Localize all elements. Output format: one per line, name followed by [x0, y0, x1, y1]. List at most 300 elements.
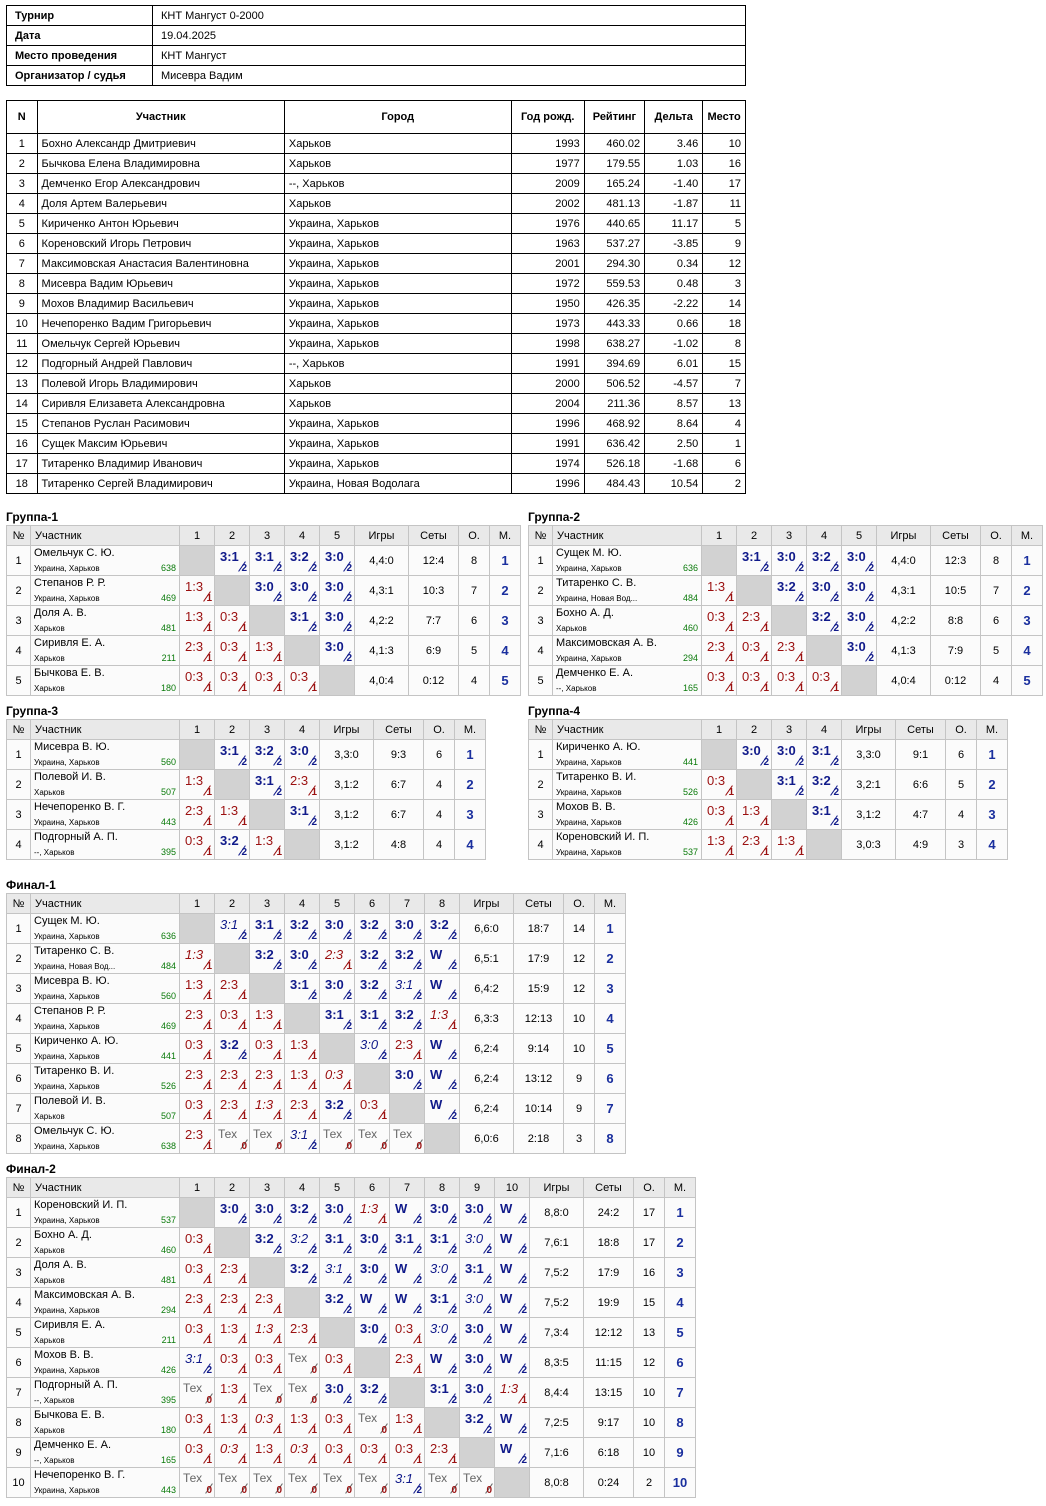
match-score: W	[430, 1097, 443, 1112]
row-number: 2	[7, 1228, 31, 1258]
match-score: 0:3	[360, 1441, 379, 1456]
player-city: Украина, Харьков	[34, 1142, 100, 1151]
player-cell	[31, 1228, 180, 1258]
player-cell	[31, 1198, 180, 1228]
match-points: 2	[416, 1305, 422, 1316]
match-result-cell	[215, 1408, 250, 1438]
match-score: 3:0	[465, 1381, 484, 1396]
match-points: 2	[311, 817, 317, 828]
match-points: 2	[276, 563, 282, 574]
match-score: 0:3	[360, 1097, 379, 1112]
row-number: 6	[7, 1064, 31, 1094]
match-result-cell	[390, 1228, 425, 1258]
col-points-header: О.	[946, 720, 977, 740]
col-no-header: №	[529, 720, 553, 740]
place-cell: 4	[490, 636, 521, 666]
group-2-title: Группа-2	[528, 510, 581, 524]
place-cell: 8	[665, 1408, 696, 1438]
participant-cell: 2009	[511, 174, 584, 194]
match-score: 3:0	[220, 1201, 239, 1216]
place-cell: 7	[665, 1378, 696, 1408]
col-points-header: О.	[424, 720, 455, 740]
match-result-cell	[250, 1034, 285, 1064]
participant-cell: Украина, Харьков	[284, 414, 511, 434]
participant-row	[7, 354, 746, 374]
player-city: Украина, Харьков	[34, 594, 100, 603]
match-result-cell	[250, 1064, 285, 1094]
match-points: 0	[416, 1141, 422, 1152]
match-result-cell	[320, 1288, 355, 1318]
place-cell: 7	[595, 1094, 626, 1124]
diagonal-cell	[320, 1034, 355, 1064]
col-no-header: №	[529, 526, 553, 546]
participant-cell: 2002	[511, 194, 584, 214]
info-label: Дата	[7, 26, 153, 46]
participant-cell: Кириченко Антон Юрьевич	[37, 214, 284, 234]
participant-cell: 15	[703, 354, 746, 374]
match-result-cell	[285, 1124, 320, 1154]
match-points: 1	[241, 683, 247, 694]
row-number: 7	[7, 1094, 31, 1124]
match-result-cell	[495, 1378, 530, 1408]
games-cell: 6,5:1	[460, 944, 514, 974]
match-score: Тех	[183, 1381, 203, 1395]
match-points: 2	[311, 623, 317, 634]
match-score: 2:3	[395, 1351, 414, 1366]
diagonal-cell	[215, 576, 250, 606]
match-points: 2	[346, 1021, 352, 1032]
match-score: 0:3	[325, 1411, 344, 1426]
match-score: 3:2	[325, 1291, 344, 1306]
player-name: Бычкова Е. В.	[34, 667, 105, 679]
match-result-cell	[390, 1004, 425, 1034]
match-result-cell	[250, 1124, 285, 1154]
player-name: Омельчук С. Ю.	[34, 547, 115, 559]
sets-cell: 12:3	[931, 546, 981, 576]
row-number: 4	[7, 1004, 31, 1034]
participants-header: N	[7, 101, 38, 134]
diagonal-cell	[215, 944, 250, 974]
match-points: 2	[381, 1021, 387, 1032]
match-score: 3:0	[325, 977, 344, 992]
match-score: W	[500, 1291, 513, 1306]
match-score: 3:1	[220, 917, 239, 932]
player-rating: 211	[161, 653, 176, 663]
match-score: 2:3	[220, 1291, 239, 1306]
match-points: 1	[311, 1111, 317, 1122]
standing-row	[7, 1468, 696, 1498]
match-result-cell	[215, 1288, 250, 1318]
info-value: 19.04.2025	[153, 26, 746, 46]
participant-row	[7, 174, 746, 194]
place-cell: 4	[977, 830, 1008, 860]
sets-cell: 12:13	[514, 1004, 564, 1034]
match-result-cell	[702, 636, 737, 666]
info-label: Место проведения	[7, 46, 153, 66]
participant-cell: Кореновский Игорь Петрович	[37, 234, 284, 254]
diagonal-cell	[460, 1438, 495, 1468]
match-score: 0:3	[707, 803, 726, 818]
match-score: 1:3	[220, 1411, 239, 1426]
standing-row	[7, 1004, 626, 1034]
participant-cell: 4	[703, 414, 746, 434]
match-result-cell	[425, 1198, 460, 1228]
match-result-cell	[425, 974, 460, 1004]
participant-row	[7, 234, 746, 254]
participant-cell: 2.50	[645, 434, 703, 454]
match-points: 1	[241, 1305, 247, 1316]
match-points: 2	[486, 1425, 492, 1436]
participant-cell: 15	[7, 414, 38, 434]
match-score: Тех	[428, 1471, 448, 1485]
points-cell: 10	[634, 1438, 665, 1468]
match-result-cell	[390, 1468, 425, 1498]
match-score: 3:1	[742, 549, 761, 564]
match-result-cell	[425, 944, 460, 974]
player-cell	[31, 1094, 180, 1124]
place-cell: 2	[490, 576, 521, 606]
match-points: 2	[311, 961, 317, 972]
match-points: 2	[416, 1021, 422, 1032]
match-score: 3:1	[255, 917, 274, 932]
match-score: 1:3	[185, 773, 204, 788]
match-score: 0:3	[185, 1037, 204, 1052]
match-score: 3:0	[325, 609, 344, 624]
match-score: Тех	[323, 1471, 343, 1485]
final-2-table	[6, 1177, 696, 1498]
standing-row	[7, 1094, 626, 1124]
participant-cell: Доля Артем Валерьевич	[37, 194, 284, 214]
col-player-header: Участник	[31, 1178, 180, 1198]
match-score: 3:1	[325, 1007, 344, 1022]
match-points: 1	[728, 817, 734, 828]
match-score: 0:3	[185, 833, 204, 848]
match-result-cell	[180, 1348, 215, 1378]
match-result-cell	[737, 740, 772, 770]
match-points: 1	[798, 683, 804, 694]
match-points: 2	[381, 1275, 387, 1286]
match-score: 0:3	[707, 669, 726, 684]
points-cell: 12	[564, 974, 595, 1004]
player-cell	[31, 974, 180, 1004]
match-score: 1:3	[707, 833, 726, 848]
match-result-cell	[180, 1318, 215, 1348]
match-score: 3:1	[255, 549, 274, 564]
match-result-cell	[425, 1004, 460, 1034]
match-points: 2	[346, 653, 352, 664]
participant-row	[7, 214, 746, 234]
participant-cell: 2001	[511, 254, 584, 274]
sets-cell: 0:12	[409, 666, 459, 696]
match-score: 3:0	[290, 579, 309, 594]
standing-row	[529, 576, 1043, 606]
match-points: 2	[521, 1335, 527, 1346]
match-score: W	[430, 977, 443, 992]
match-points: 2	[311, 991, 317, 1002]
col-opponent-header: 3	[250, 720, 285, 740]
match-result-cell	[355, 1408, 390, 1438]
points-cell: 4	[946, 800, 977, 830]
match-points: 1	[311, 1455, 317, 1466]
match-score: 3:0	[847, 579, 866, 594]
match-points: 1	[728, 683, 734, 694]
match-score: 0:3	[220, 669, 239, 684]
match-points: 2	[798, 787, 804, 798]
player-rating: 180	[160, 683, 176, 693]
match-score: W	[500, 1411, 513, 1426]
match-result-cell	[460, 1378, 495, 1408]
match-result-cell	[215, 800, 250, 830]
participant-cell: 0.34	[645, 254, 703, 274]
match-points: 2	[241, 563, 247, 574]
participant-cell: 0.48	[645, 274, 703, 294]
match-score: 3:0	[847, 549, 866, 564]
games-cell: 4,1:3	[355, 636, 409, 666]
match-points: 1	[241, 1425, 247, 1436]
match-points: 1	[276, 1051, 282, 1062]
match-score: 2:3	[430, 1441, 449, 1456]
standing-row	[7, 800, 486, 830]
match-points: 2	[416, 991, 422, 1002]
match-result-cell	[180, 1258, 215, 1288]
match-result-cell	[285, 974, 320, 1004]
col-opponent-header: 1	[702, 720, 737, 740]
match-result-cell	[320, 1348, 355, 1378]
match-result-cell	[285, 1228, 320, 1258]
match-result-cell	[425, 1468, 460, 1498]
match-result-cell	[180, 1124, 215, 1154]
participant-cell: Подгорный Андрей Павлович	[37, 354, 284, 374]
col-opponent-header: 3	[250, 894, 285, 914]
points-cell: 8	[981, 546, 1012, 576]
final-1-block	[6, 878, 626, 1154]
col-opponent-header: 2	[737, 720, 772, 740]
match-result-cell	[250, 1378, 285, 1408]
match-result-cell	[250, 636, 285, 666]
match-result-cell	[390, 1438, 425, 1468]
col-opponent-header: 3	[772, 720, 807, 740]
participant-cell: 18	[703, 314, 746, 334]
games-cell: 6,4:2	[460, 974, 514, 1004]
place-cell: 3	[455, 800, 486, 830]
match-points: 1	[521, 1395, 527, 1406]
row-number: 2	[7, 944, 31, 974]
participant-cell: 1996	[511, 414, 584, 434]
sets-cell: 7:7	[409, 606, 459, 636]
player-rating: 638	[160, 1141, 176, 1151]
participant-cell: 13	[703, 394, 746, 414]
player-city: Харьков	[34, 1112, 65, 1121]
games-cell: 6,0:6	[460, 1124, 514, 1154]
match-result-cell	[807, 546, 842, 576]
match-result-cell	[250, 740, 285, 770]
row-number: 1	[7, 914, 31, 944]
match-score: Тех	[253, 1381, 273, 1395]
match-result-cell	[737, 800, 772, 830]
match-points: 0	[241, 1485, 247, 1496]
participant-cell: Украина, Харьков	[284, 234, 511, 254]
row-number: 8	[7, 1408, 31, 1438]
match-score: 0:3	[777, 669, 796, 684]
match-result-cell	[250, 1318, 285, 1348]
match-score: 1:3	[290, 1411, 309, 1426]
sets-cell: 4:7	[896, 800, 946, 830]
match-result-cell	[425, 1258, 460, 1288]
row-number: 5	[529, 666, 553, 696]
row-number: 2	[529, 770, 553, 800]
participant-cell: 179.55	[584, 154, 644, 174]
match-result-cell	[355, 1228, 390, 1258]
match-score: 3:0	[465, 1291, 484, 1306]
participant-cell: 506.52	[584, 374, 644, 394]
match-points: 1	[241, 1335, 247, 1346]
diagonal-cell	[772, 800, 807, 830]
match-result-cell	[320, 1064, 355, 1094]
match-score: 1:3	[185, 977, 204, 992]
match-score: 2:3	[707, 639, 726, 654]
match-result-cell	[180, 1378, 215, 1408]
participant-cell: -2.22	[645, 294, 703, 314]
match-result-cell	[390, 1318, 425, 1348]
match-points: 0	[311, 1365, 317, 1376]
match-points: 2	[276, 1215, 282, 1226]
points-cell: 10	[564, 1034, 595, 1064]
participant-cell: 17	[703, 174, 746, 194]
match-result-cell	[460, 1348, 495, 1378]
col-place-header: М.	[455, 720, 486, 740]
participant-cell: 0.66	[645, 314, 703, 334]
player-name: Степанов Р. Р.	[34, 577, 106, 589]
col-no-header: №	[7, 1178, 31, 1198]
match-points: 2	[521, 1305, 527, 1316]
match-score: 0:3	[185, 1097, 204, 1112]
participant-cell: 5	[703, 214, 746, 234]
match-result-cell	[285, 576, 320, 606]
participant-cell: 636.42	[584, 434, 644, 454]
row-number: 1	[7, 1198, 31, 1228]
participant-row	[7, 474, 746, 494]
games-cell: 7,2:5	[530, 1408, 584, 1438]
match-result-cell	[285, 770, 320, 800]
row-number: 3	[7, 974, 31, 1004]
standing-row	[7, 606, 521, 636]
match-result-cell	[320, 1378, 355, 1408]
col-opponent-header: 10	[495, 1178, 530, 1198]
match-result-cell	[460, 1408, 495, 1438]
participant-cell: 1973	[511, 314, 584, 334]
match-result-cell	[250, 1094, 285, 1124]
match-score: 2:3	[185, 1007, 204, 1022]
match-result-cell	[390, 1258, 425, 1288]
player-rating: 638	[160, 563, 176, 573]
match-score: 1:3	[255, 1441, 274, 1456]
match-score: 2:3	[220, 1097, 239, 1112]
match-result-cell	[425, 1228, 460, 1258]
match-points: 1	[206, 1111, 212, 1122]
match-score: 2:3	[185, 1067, 204, 1082]
match-points: 2	[346, 623, 352, 634]
match-points: 2	[241, 847, 247, 858]
player-name: Сущек М. Ю.	[34, 915, 100, 927]
match-score: 2:3	[290, 773, 309, 788]
participant-cell: 2	[703, 474, 746, 494]
row-number: 4	[7, 636, 31, 666]
sets-cell: 18:8	[584, 1228, 634, 1258]
match-score: 3:2	[290, 1231, 309, 1246]
col-points-header: О.	[564, 894, 595, 914]
participant-cell: 5	[7, 214, 38, 234]
match-result-cell	[215, 974, 250, 1004]
participant-cell: 484.43	[584, 474, 644, 494]
match-score: 2:3	[290, 1097, 309, 1112]
participant-row	[7, 414, 746, 434]
player-cell	[31, 606, 180, 636]
match-points: 1	[241, 1365, 247, 1376]
match-score: 3:1	[360, 1007, 379, 1022]
player-name: Сиривля Е. А.	[34, 637, 106, 649]
group-2-header-row	[529, 526, 1043, 546]
standing-row	[529, 666, 1043, 696]
participant-cell: 426.35	[584, 294, 644, 314]
row-number: 3	[7, 606, 31, 636]
match-result-cell	[180, 830, 215, 860]
match-score: 3:2	[290, 1261, 309, 1276]
match-score: W	[500, 1231, 513, 1246]
match-result-cell	[425, 1034, 460, 1064]
match-points: 2	[241, 931, 247, 942]
match-points: 1	[206, 1305, 212, 1316]
match-score: 3:0	[325, 639, 344, 654]
row-number: 6	[7, 1348, 31, 1378]
match-result-cell	[180, 944, 215, 974]
player-rating: 537	[682, 847, 698, 857]
match-score: 2:3	[395, 1037, 414, 1052]
match-points: 2	[416, 1275, 422, 1286]
match-result-cell	[807, 800, 842, 830]
participant-row	[7, 294, 746, 314]
match-result-cell	[250, 770, 285, 800]
match-score: Тех	[358, 1471, 378, 1485]
match-points: 1	[416, 1455, 422, 1466]
match-score: Тех	[218, 1127, 238, 1141]
player-name: Бохно А. Д.	[556, 607, 614, 619]
match-result-cell	[737, 666, 772, 696]
participant-cell: Сиривля Елизавета Александровна	[37, 394, 284, 414]
group-1-block	[6, 510, 521, 696]
match-points: 2	[276, 931, 282, 942]
match-result-cell	[807, 666, 842, 696]
sets-cell: 11:15	[584, 1348, 634, 1378]
col-points-header: О.	[459, 526, 490, 546]
match-points: 2	[346, 1305, 352, 1316]
match-result-cell	[285, 914, 320, 944]
match-score: 3:2	[290, 549, 309, 564]
match-score: 0:3	[325, 1441, 344, 1456]
participant-cell: Украина, Харьков	[284, 334, 511, 354]
participant-cell: 9	[7, 294, 38, 314]
diagonal-cell	[842, 666, 877, 696]
place-cell: 3	[1012, 606, 1043, 636]
standing-row	[529, 546, 1043, 576]
standing-row	[529, 800, 1008, 830]
match-score: 1:3	[395, 1411, 414, 1426]
points-cell: 5	[946, 770, 977, 800]
player-city: Харьков	[34, 684, 65, 693]
match-result-cell	[250, 546, 285, 576]
player-rating: 537	[160, 1215, 176, 1225]
match-points: 2	[833, 623, 839, 634]
match-score: 3:0	[777, 549, 796, 564]
